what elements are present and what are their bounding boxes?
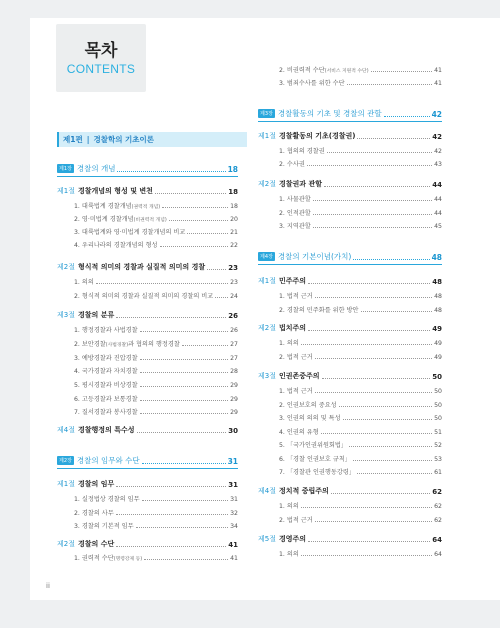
- toc-text: 1. 행정경찰과 사법경찰: [74, 327, 138, 334]
- toc-text: 3. 지역관할: [279, 223, 311, 230]
- toc-text: 48: [434, 293, 442, 300]
- chapter-underline: [57, 176, 238, 177]
- chapter-badge: 제1장: [59, 166, 72, 172]
- part-label: 제1편: [63, 135, 83, 144]
- toc-label: [258, 276, 306, 286]
- toc-item[interactable]: [279, 221, 442, 230]
- dot-leader: [301, 555, 432, 556]
- toc-chapter-4[interactable]: [258, 251, 442, 262]
- toc-text: 경찰의 기본이념(가치): [277, 252, 352, 261]
- dot-leader: [142, 463, 226, 464]
- dot-leader: [301, 507, 432, 508]
- dot-leader: [155, 193, 226, 194]
- toc-text: 44: [434, 210, 442, 217]
- dot-leader: [142, 500, 229, 501]
- toc-item[interactable]: [74, 394, 238, 403]
- toc-text: 제2절: [258, 180, 276, 188]
- toc-text: 50: [434, 402, 442, 409]
- dot-leader: [315, 392, 432, 393]
- toc-item[interactable]: [74, 339, 238, 348]
- dot-leader: [116, 486, 226, 487]
- toc-text: 20: [230, 216, 238, 223]
- part-divider: |: [86, 135, 90, 144]
- toc-text: 법치주의: [278, 324, 307, 332]
- dot-leader: [96, 283, 228, 284]
- part-header: [57, 132, 247, 147]
- toc-item[interactable]: [74, 521, 238, 530]
- left-margin-band: [0, 0, 30, 628]
- toc-item[interactable]: [74, 407, 238, 416]
- toc-label: [57, 310, 114, 320]
- dot-leader: [308, 283, 430, 284]
- toc-item[interactable]: [74, 494, 238, 503]
- toc-text: 44: [432, 181, 442, 189]
- toc-text: 2. 경찰의 사무: [74, 510, 114, 517]
- toc-item[interactable]: [279, 146, 442, 155]
- toc-section[interactable]: [57, 310, 238, 320]
- dot-leader: [349, 446, 432, 447]
- chapter-underline: [258, 264, 442, 265]
- dot-leader: [140, 372, 228, 373]
- dot-leader: [313, 214, 432, 215]
- toc-text: 제3절: [258, 372, 276, 380]
- toc-text: 62: [434, 503, 442, 510]
- contents-title-block: [56, 24, 146, 92]
- dot-leader: [116, 514, 228, 515]
- toc-text: 31: [228, 481, 238, 489]
- toc-text: 3. 예방경찰과 진압경찰: [74, 355, 138, 362]
- toc-label: [74, 553, 142, 562]
- toc-text: 30: [228, 427, 238, 435]
- toc-text: 민주주의: [278, 277, 307, 285]
- toc-item[interactable]: [279, 515, 442, 524]
- toc-text: 42: [432, 133, 442, 141]
- toc-label: [258, 323, 306, 333]
- toc-text: 3. 경찰의 기본적 임무: [74, 523, 134, 530]
- toc-text: 4. 우리나라의 경찰개념의 형성: [74, 242, 158, 249]
- toc-section[interactable]: [57, 262, 238, 272]
- dot-leader: [371, 71, 433, 72]
- toc-label: [57, 425, 135, 435]
- chapter-page: 18: [227, 165, 238, 174]
- dot-leader: [308, 541, 430, 542]
- toc-item[interactable]: [279, 440, 442, 449]
- toc-text: 2. 인적관할: [279, 210, 311, 217]
- toc-text: 제3절: [57, 311, 75, 319]
- toc-text: 5. 평시경찰과 비상경찰: [74, 382, 138, 389]
- toc-text: 3. 인권의 의의 및 특성: [279, 415, 341, 422]
- toc-item[interactable]: [74, 380, 238, 389]
- toc-text: 27: [230, 341, 238, 348]
- toc-item[interactable]: [279, 427, 442, 436]
- toc-item[interactable]: [279, 338, 442, 347]
- toc-text: 49: [432, 325, 442, 333]
- toc-item[interactable]: [279, 305, 442, 314]
- toc-text: (서비스 지원적 수단): [324, 69, 369, 74]
- toc-text: 27: [230, 355, 238, 362]
- toc-label: [258, 131, 355, 141]
- toc-text: 23: [230, 279, 238, 286]
- chapter-underline: [258, 121, 442, 122]
- dot-leader: [357, 473, 432, 474]
- toc-text: 경찰개념의 형성 및 변천: [77, 187, 153, 195]
- toc-text: 49: [434, 354, 442, 361]
- toc-section[interactable]: [258, 131, 442, 141]
- toc-item[interactable]: [279, 467, 442, 476]
- toc-text: 32: [230, 510, 238, 517]
- toc-item[interactable]: [74, 353, 238, 362]
- dot-leader: [353, 259, 429, 260]
- dot-leader: [207, 269, 226, 270]
- toc-text: 42: [434, 148, 442, 155]
- toc-text: 제3장: [260, 111, 273, 117]
- toc-item[interactable]: [74, 240, 238, 249]
- toc-text: 44: [434, 196, 442, 203]
- toc-text: 제2장: [59, 458, 72, 464]
- toc-text: 2. 경찰의 민주화를 위한 방안: [279, 307, 359, 314]
- toc-item[interactable]: [279, 291, 442, 300]
- toc-text: 3. 대륙법계와 영·미법계 경찰개념의 비교: [74, 229, 186, 236]
- dot-leader: [315, 358, 432, 359]
- toc-text: 41: [228, 541, 238, 549]
- toc-item[interactable]: [279, 549, 442, 558]
- toc-text: 제4절: [57, 426, 75, 434]
- toc-text: 과 협의의 행정경찰: [128, 341, 180, 348]
- dot-leader: [331, 493, 430, 494]
- toc-section[interactable]: [258, 486, 442, 496]
- toc-text: 28: [230, 368, 238, 375]
- toc-text: (권력적 개념): [131, 205, 161, 210]
- toc-text: 경찰의 임무: [77, 480, 115, 488]
- toc-text: 1. 대륙법계 경찰개념: [74, 203, 132, 210]
- toc-item[interactable]: [279, 208, 442, 217]
- toc-text: 64: [432, 536, 442, 544]
- toc-item[interactable]: [74, 277, 238, 286]
- toc-text: 18: [228, 188, 238, 196]
- toc-text: 18: [230, 203, 238, 210]
- toc-text: 경찰의 분류: [77, 311, 115, 319]
- toc-text: 23: [228, 264, 238, 272]
- toc-item[interactable]: [279, 413, 442, 422]
- chapter-underline: [57, 468, 238, 469]
- toc-text: 1. 협의의 경찰권: [279, 148, 325, 155]
- toc-text: 42: [431, 110, 442, 119]
- toc-text: 제1절: [57, 480, 75, 488]
- toc-item[interactable]: [279, 400, 442, 409]
- toc-item[interactable]: [74, 553, 238, 562]
- toc-item[interactable]: [74, 291, 238, 300]
- dot-leader: [117, 171, 225, 172]
- toc-text: 22: [230, 242, 238, 249]
- toc-label: [57, 539, 114, 549]
- contents-title-english: CONTENTS: [66, 62, 136, 76]
- dot-leader: [343, 419, 433, 420]
- toc-text: 형식적 의미의 경찰과 실질적 의미의 경찰: [77, 263, 206, 271]
- toc-text: 26: [230, 327, 238, 334]
- toc-text: 경찰권과 관할: [278, 180, 322, 188]
- toc-label: [279, 65, 369, 74]
- toc-label: [258, 534, 306, 544]
- dot-leader: [140, 359, 228, 360]
- toc-text: 51: [434, 429, 442, 436]
- dot-leader: [384, 116, 430, 117]
- toc-text: 29: [230, 382, 238, 389]
- bottom-margin-band: [0, 600, 500, 628]
- toc-section[interactable]: [258, 534, 442, 544]
- toc-item[interactable]: [279, 159, 442, 168]
- dot-leader: [140, 331, 228, 332]
- toc-text: 1. 의의: [279, 551, 299, 558]
- toc-label: [57, 163, 115, 174]
- toc-text: 경찰활동의 기초 및 경찰의 관할: [277, 109, 382, 118]
- dot-leader: [322, 378, 431, 379]
- toc-text: 제1절: [258, 277, 276, 285]
- toc-label: [258, 486, 329, 496]
- top-margin-band: [0, 0, 500, 18]
- dot-leader: [315, 297, 432, 298]
- toc-section[interactable]: [57, 186, 238, 196]
- toc-text: 4. 국가경찰과 자치경찰: [74, 368, 138, 375]
- toc-text: 경찰활동의 기초(경찰권): [278, 132, 356, 140]
- toc-section[interactable]: [57, 539, 238, 549]
- toc-label: [74, 201, 160, 210]
- dot-leader: [140, 386, 228, 387]
- dot-leader: [182, 345, 228, 346]
- toc-item[interactable]: [74, 227, 238, 236]
- toc-text: 1. 실정법상 경찰의 임무: [74, 496, 140, 503]
- toc-text: 24: [230, 293, 238, 300]
- toc-label: [57, 262, 205, 272]
- toc-text: 제4절: [258, 487, 276, 495]
- dot-leader: [339, 406, 432, 407]
- dot-leader: [353, 460, 432, 461]
- toc-label: [57, 186, 153, 196]
- toc-label: [258, 108, 382, 119]
- toc-text: 1. 권력적 수단: [74, 555, 114, 562]
- toc-chapter-1[interactable]: [57, 163, 238, 174]
- dot-leader: [140, 400, 228, 401]
- toc-item[interactable]: [279, 78, 442, 87]
- toc-item[interactable]: [279, 501, 442, 510]
- toc-text: 6. 고등경찰과 보통경찰: [74, 396, 138, 403]
- toc-text: 제1절: [57, 187, 75, 195]
- toc-text: (명령강제 등): [113, 557, 143, 562]
- toc-label: [258, 371, 320, 381]
- dot-leader: [347, 84, 433, 85]
- dot-leader: [315, 521, 432, 522]
- toc-text: (사법경찰): [105, 343, 129, 348]
- toc-text: 1. 의의: [279, 340, 299, 347]
- toc-text: 31: [227, 457, 238, 466]
- toc-section[interactable]: [57, 479, 238, 489]
- toc-text: 2. 영·미법계 경찰개념: [74, 216, 134, 223]
- toc-item[interactable]: [279, 65, 442, 74]
- toc-text: 2. 비권력적 수단: [279, 67, 325, 74]
- dot-leader: [144, 559, 228, 560]
- dot-leader: [301, 344, 432, 345]
- toc-text: 52: [434, 442, 442, 449]
- toc-text: 2. 보안경찰: [74, 341, 106, 348]
- toc-item[interactable]: [74, 201, 238, 210]
- toc-text: 1. 의의: [74, 279, 94, 286]
- toc-text: (비권력적 개념): [133, 218, 167, 223]
- toc-text: 1. 사물관할: [279, 196, 311, 203]
- toc-label: [57, 455, 140, 466]
- toc-item[interactable]: [279, 386, 442, 395]
- toc-section[interactable]: [258, 276, 442, 286]
- toc-text: 인권존중주의: [278, 372, 320, 380]
- toc-text: 1. 법적 근거: [279, 293, 313, 300]
- page-number: ii: [46, 582, 50, 590]
- toc-text: 50: [434, 415, 442, 422]
- toc-section[interactable]: [57, 425, 238, 435]
- toc-text: 21: [230, 229, 238, 236]
- toc-item[interactable]: [279, 454, 442, 463]
- dot-leader: [169, 220, 228, 221]
- toc-text: 경찰행정의 특수성: [77, 426, 135, 434]
- toc-text: 경찰의 수단: [77, 540, 115, 548]
- toc-label: [258, 179, 322, 189]
- toc-text: 26: [228, 312, 238, 320]
- toc-text: 제5절: [258, 535, 276, 543]
- toc-text: 53: [434, 456, 442, 463]
- toc-text: 62: [434, 517, 442, 524]
- toc-text: 50: [432, 373, 442, 381]
- toc-text: 3. 범죄수사를 위한 수단: [279, 80, 345, 87]
- dot-leader: [308, 330, 430, 331]
- toc-text: 1. 법적 근거: [279, 388, 313, 395]
- toc-text: 41: [230, 555, 238, 562]
- toc-section[interactable]: [258, 323, 442, 333]
- toc-text: 6. 「경찰 인권보호 규칙」: [279, 456, 351, 463]
- toc-text: 31: [230, 496, 238, 503]
- toc-text: 48: [434, 307, 442, 314]
- dot-leader: [313, 227, 432, 228]
- toc-text: 제4장: [260, 254, 273, 260]
- toc-text: 5. 「국가인권위원회법」: [279, 442, 348, 449]
- toc-text: 경찰의 임무와 수단: [76, 456, 140, 465]
- dot-leader: [324, 186, 430, 187]
- toc-text: 61: [434, 469, 442, 476]
- toc-text: 50: [434, 388, 442, 395]
- toc-text: 4. 인권의 유형: [279, 429, 319, 436]
- toc-text: 2. 수사권: [279, 161, 305, 168]
- toc-item[interactable]: [279, 194, 442, 203]
- toc-text: 2. 인권보호의 중요성: [279, 402, 337, 409]
- chapter-title: 경찰의 개념: [76, 164, 116, 173]
- toc-text: 43: [434, 161, 442, 168]
- dot-leader: [307, 165, 432, 166]
- toc-text: 1. 의의: [279, 503, 299, 510]
- contents-title-korean: 목차: [84, 41, 118, 61]
- toc-text: 41: [434, 67, 442, 74]
- toc-section[interactable]: [258, 371, 442, 381]
- dot-leader: [162, 207, 228, 208]
- toc-text: 제1절: [258, 132, 276, 140]
- toc-label: [74, 214, 167, 223]
- toc-text: 7. 「경찰관 인권행동강령」: [279, 469, 356, 476]
- dot-leader: [327, 152, 432, 153]
- dot-leader: [321, 433, 432, 434]
- toc-text: 34: [230, 523, 238, 530]
- toc-text: 2. 법적 근거: [279, 517, 313, 524]
- toc-text: 7. 질서경찰과 봉사경찰: [74, 409, 138, 416]
- toc-label: [57, 479, 114, 489]
- toc-section[interactable]: [258, 179, 442, 189]
- dot-leader: [160, 246, 229, 247]
- toc-text: 48: [431, 253, 442, 262]
- toc-text: 29: [230, 409, 238, 416]
- toc-text: 정치적 중립주의: [278, 487, 329, 495]
- toc-item[interactable]: [74, 366, 238, 375]
- toc-chapter-3[interactable]: [258, 108, 442, 119]
- dot-leader: [361, 311, 433, 312]
- toc-chapter-2[interactable]: [57, 455, 238, 466]
- toc-text: 49: [434, 340, 442, 347]
- dot-leader: [187, 233, 228, 234]
- toc-text: 48: [432, 278, 442, 286]
- toc-text: 41: [434, 80, 442, 87]
- dot-leader: [357, 138, 430, 139]
- toc-text: 2. 법적 근거: [279, 354, 313, 361]
- dot-leader: [116, 546, 226, 547]
- toc-text: 62: [432, 488, 442, 496]
- toc-text: 제2절: [57, 540, 75, 548]
- toc-item[interactable]: [279, 352, 442, 361]
- toc-label: [258, 251, 351, 262]
- dot-leader: [137, 432, 227, 433]
- toc-text: 경영주의: [278, 535, 307, 543]
- toc-item[interactable]: [74, 325, 238, 334]
- dot-leader: [136, 527, 229, 528]
- dot-leader: [140, 413, 228, 414]
- dot-leader: [116, 317, 226, 318]
- toc-label: [74, 339, 180, 348]
- toc-item[interactable]: [74, 508, 238, 517]
- dot-leader: [215, 297, 228, 298]
- toc-text: 45: [434, 223, 442, 230]
- toc-item[interactable]: [74, 214, 238, 223]
- toc-text: 64: [434, 551, 442, 558]
- dot-leader: [313, 200, 432, 201]
- toc-text: 제2절: [258, 324, 276, 332]
- part-title: 경찰학의 기초이론: [93, 135, 155, 144]
- toc-text: 2. 형식적 의미의 경찰과 실질적 의미의 경찰의 비교: [74, 293, 214, 300]
- toc-text: 29: [230, 396, 238, 403]
- toc-text: 제2절: [57, 263, 75, 271]
